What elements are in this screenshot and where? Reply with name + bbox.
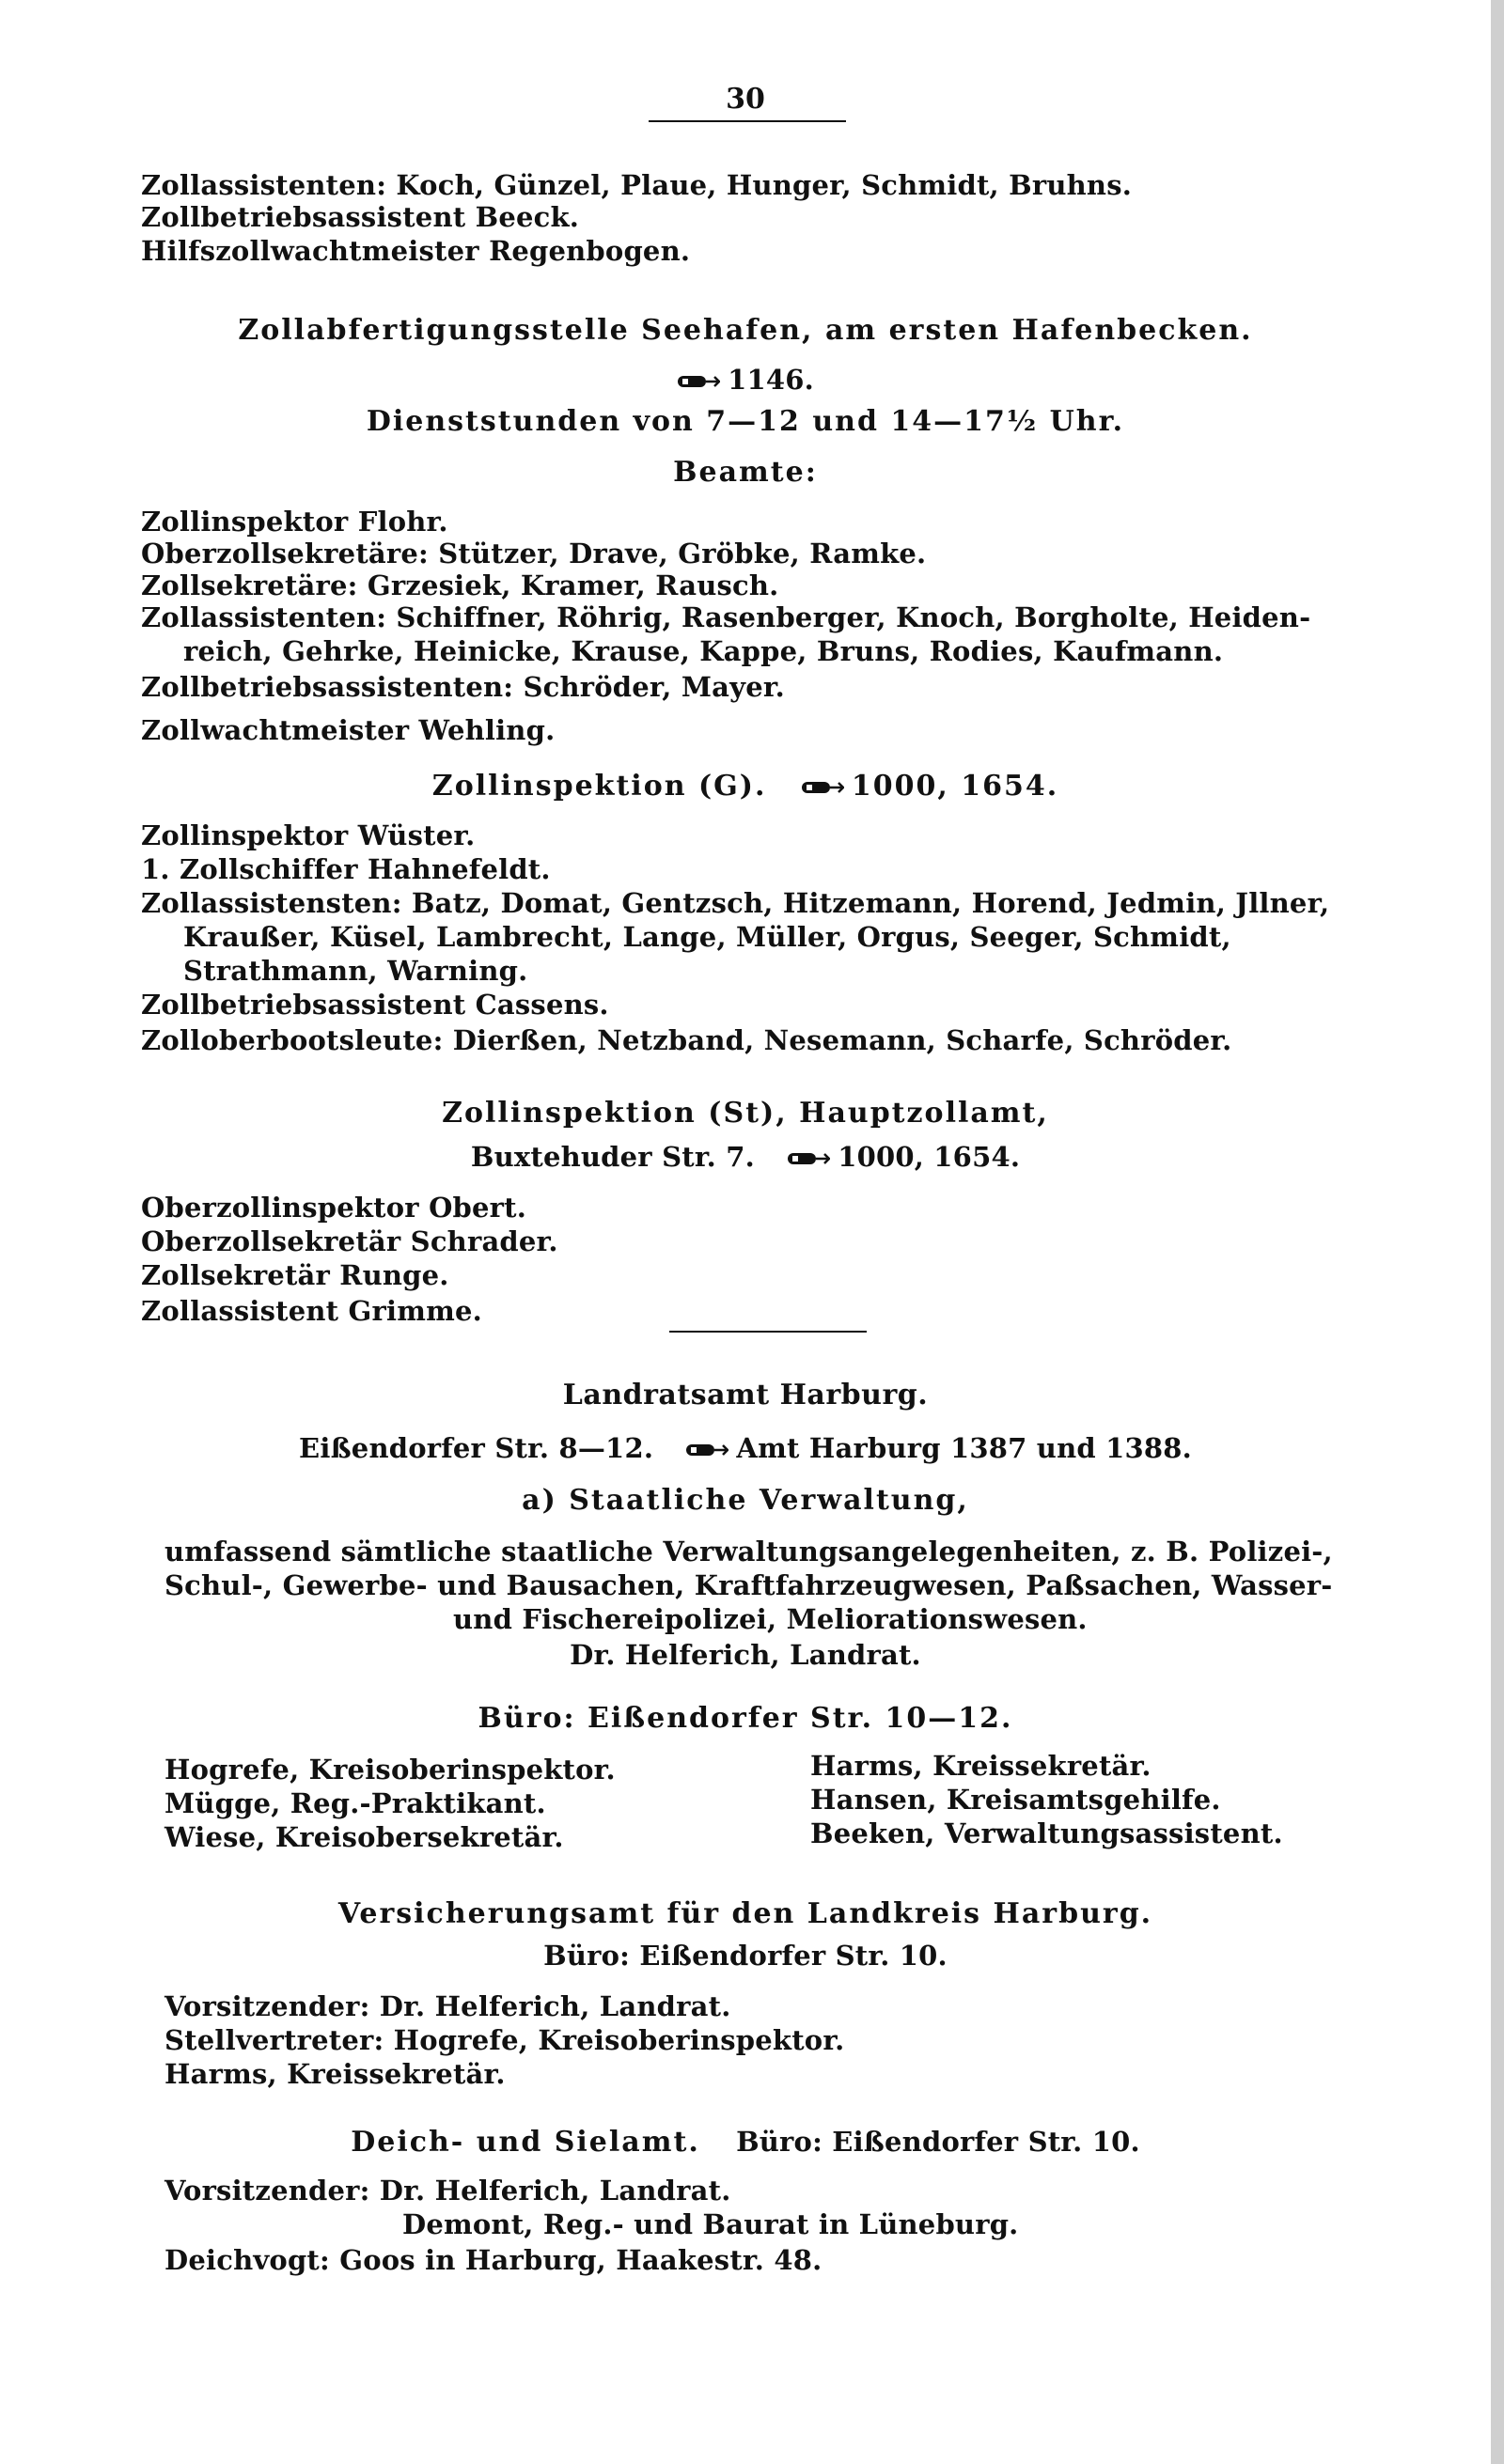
address: Eißendorfer Str. 8—12. bbox=[299, 1432, 654, 1464]
text-line: Zollsekretär Runge. bbox=[141, 1259, 449, 1291]
verwaltung-heading: a) Staatliche Verwaltung, bbox=[522, 1484, 969, 1517]
text-line: Zollassistensten: Batz, Domat, Gentzsch, Hitzemann, Horend, Jedmin, Jllner, bbox=[141, 887, 1330, 919]
text-line: Stellvertreter: Hogrefe, Kreisoberinspektor. bbox=[164, 2024, 845, 2056]
text-line: Zollinspektor Flohr. bbox=[141, 506, 448, 538]
address-phone-line bbox=[0, 1432, 1491, 1464]
staff-right: Hansen, Kreisamtsgehilfe. bbox=[810, 1784, 1221, 1816]
staff-right: Harms, Kreissekretär. bbox=[810, 1750, 1152, 1782]
text-line: Vorsitzender: Dr. Helferich, Landrat. bbox=[164, 1990, 731, 2022]
telephone-icon bbox=[801, 779, 844, 796]
text-line: Zollbetriebsassistenten: Schröder, Mayer. bbox=[141, 671, 785, 703]
section-title: Zollinspektion (G). bbox=[431, 770, 767, 803]
section-title: Deich- und Sielamt. bbox=[351, 2126, 700, 2159]
text-line: Oberzollinspektor Obert. bbox=[141, 1192, 527, 1224]
page-number-rule bbox=[649, 120, 846, 122]
staff-right: Beeken, Verwaltungsassistent. bbox=[810, 1817, 1283, 1849]
text-line: Zollassistenten: Schiffner, Röhrig, Rasenberger, Knoch, Borgholte, Heiden- bbox=[141, 601, 1311, 633]
text-line: Demont, Reg.- und Baurat in Lüneburg. bbox=[402, 2208, 1019, 2240]
text-line: Zollinspektor Wüster. bbox=[141, 819, 476, 851]
text-line: Zollbetriebsassistent Beeck. bbox=[141, 201, 580, 233]
text-line: Oberzollsekretär Schrader. bbox=[141, 1225, 558, 1257]
office-hours: Dienststunden von 7—12 und 14—17½ Uhr. bbox=[366, 405, 1125, 438]
text-line: Harms, Kreissekretär. bbox=[164, 2058, 506, 2090]
text-line: Schul-, Gewerbe- und Bausachen, Kraftfahrzeugwesen, Paßsachen, Wasser- bbox=[164, 1569, 1333, 1601]
section-heading-versicherungsamt: Versicherungsamt für den Landkreis Harburg. bbox=[337, 1897, 1153, 1930]
text-line: Kraußer, Küsel, Lambrecht, Lange, Müller, Orgus, Seeger, Schmidt, bbox=[183, 921, 1231, 953]
phone-number: 1000, 1654. bbox=[851, 770, 1059, 803]
staff-left: Wiese, Kreisobersekretär. bbox=[164, 1821, 564, 1853]
page-number: 30 bbox=[726, 83, 765, 116]
staff-left: Mügge, Reg.-Praktikant. bbox=[164, 1787, 546, 1819]
text-line: und Fischereipolizei, Meliorationswesen. bbox=[453, 1603, 1088, 1635]
staff-left: Hogrefe, Kreisoberinspektor. bbox=[164, 1754, 616, 1786]
landrat-name: Dr. Helferich, Landrat. bbox=[570, 1639, 921, 1671]
text-line: Zollassistenten: Koch, Günzel, Plaue, Hunger, Schmidt, Bruhns. bbox=[141, 169, 1133, 201]
section-heading-landratsamt: Landratsamt Harburg. bbox=[562, 1379, 929, 1411]
beamte-heading: Beamte: bbox=[673, 456, 818, 489]
buero-line: Büro: Eißendorfer Str. 10. bbox=[736, 2126, 1140, 2158]
buero-heading: Büro: Eißendorfer Str. 10—12. bbox=[478, 1702, 1013, 1735]
text-line: Deichvogt: Goos in Harburg, Haakestr. 48. bbox=[164, 2244, 822, 2276]
text-line: Zollsekretäre: Grzesiek, Kramer, Rausch. bbox=[141, 569, 779, 601]
telephone-icon bbox=[677, 373, 720, 390]
section-heading-deichamt bbox=[0, 2126, 1491, 2159]
telephone-icon bbox=[787, 1150, 830, 1167]
text-line: Zollassistent Grimme. bbox=[141, 1295, 482, 1327]
text-line: Zolloberbootsleute: Dierßen, Netzband, Nesemann, Scharfe, Schröder. bbox=[141, 1024, 1232, 1056]
buero-line: Büro: Eißendorfer Str. 10. bbox=[543, 1940, 948, 1972]
address-phone-line bbox=[0, 1141, 1491, 1173]
text-line: 1. Zollschiffer Hahnefeldt. bbox=[141, 853, 551, 885]
text-line: Vorsitzender: Dr. Helferich, Landrat. bbox=[164, 2175, 731, 2207]
section-heading-seehafen: Zollabfertigungsstelle Seehafen, am ersten Hafenbecken. bbox=[238, 314, 1253, 347]
phone-number: 1146. bbox=[728, 364, 814, 396]
phone-number: 1000, 1654. bbox=[838, 1141, 1021, 1173]
section-divider bbox=[669, 1331, 867, 1333]
text-line: reich, Gehrke, Heinicke, Krause, Kappe, Bruns, Rodies, Kaufmann. bbox=[183, 635, 1224, 667]
section-heading-zollinspektion-g bbox=[0, 771, 1491, 803]
text-line: Strathmann, Warning. bbox=[183, 955, 528, 987]
text-line: umfassend sämtliche staatliche Verwaltungsangelegenheiten, z. B. Polizei-, bbox=[164, 1536, 1333, 1567]
text-line: Zollwachtmeister Wehling. bbox=[141, 714, 556, 746]
text-line: Oberzollsekretäre: Stützer, Drave, Gröbke, Ramke. bbox=[141, 538, 927, 569]
telephone-icon bbox=[685, 1442, 728, 1458]
text-line: Hilfszollwachtmeister Regenbogen. bbox=[141, 235, 691, 267]
phone-number: Amt Harburg 1387 und 1388. bbox=[736, 1432, 1192, 1464]
address: Buxtehuder Str. 7. bbox=[470, 1141, 755, 1173]
text-line: Zollbetriebsassistent Cassens. bbox=[141, 989, 609, 1021]
section-heading-zollinspektion-st: Zollinspektion (St), Hauptzollamt, bbox=[442, 1097, 1049, 1130]
phone-line bbox=[0, 364, 1491, 396]
